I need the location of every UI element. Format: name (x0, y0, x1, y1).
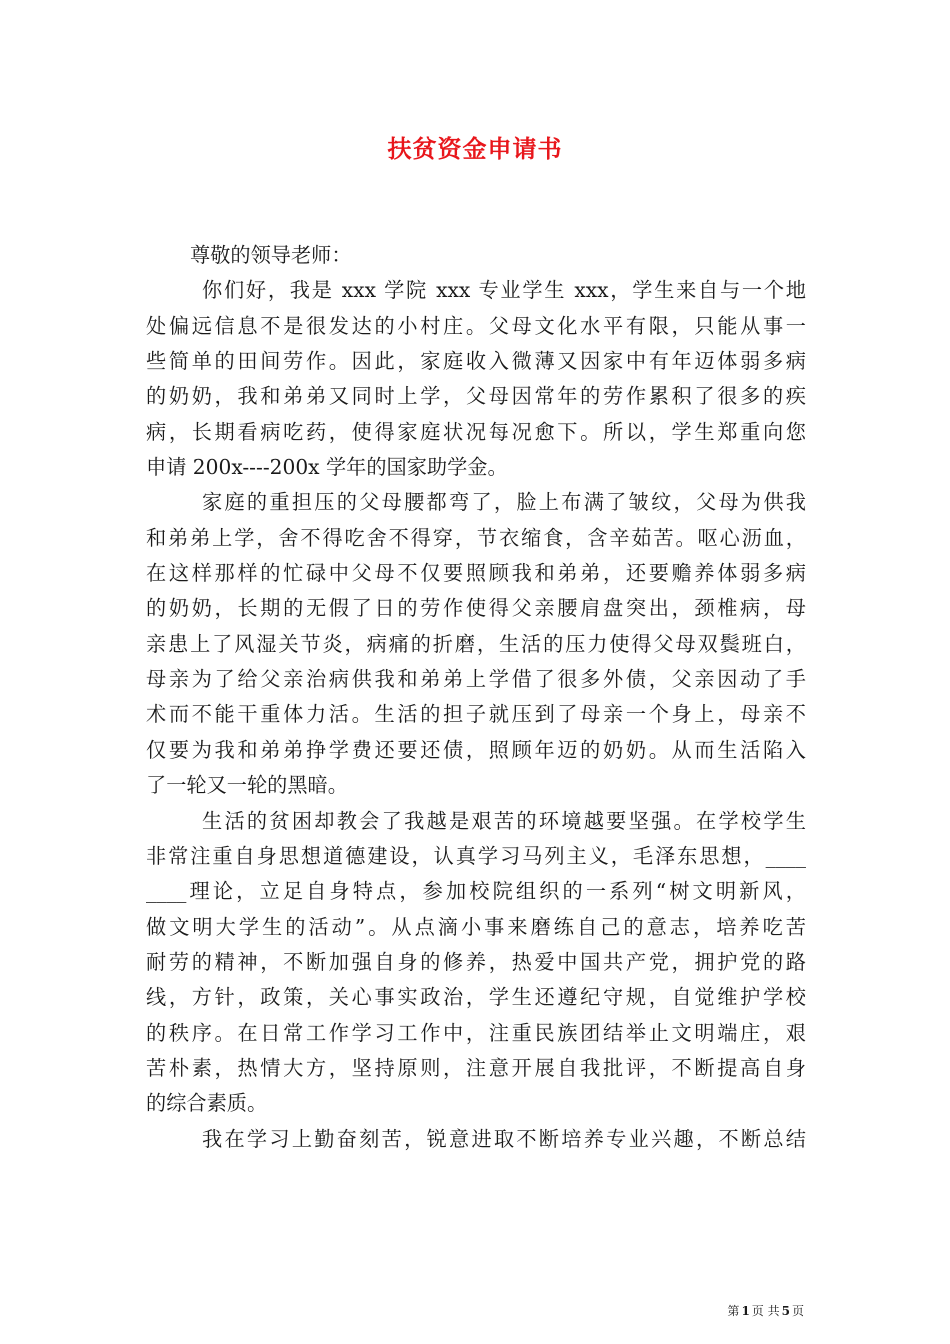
body-line: 做文明大学生的活动”。从点滴小事来磨练自己的意志，培养吃苦 (146, 914, 806, 939)
document-body (146, 238, 806, 1157)
document-title: 扶贫资金申请书 (387, 134, 563, 163)
footer-middle: 页 共 (751, 1304, 780, 1318)
body-line: 的奶奶，长期的无假了日的劳作使得父亲腰肩盘突出，颈椎病，母 (146, 596, 806, 621)
footer-suffix: 页 (791, 1304, 804, 1318)
body-line: 和弟弟上学，舍不得吃舍不得穿，节衣缩食，含辛茹苦。呕心沥血， (146, 525, 806, 550)
body-line: 耐劳的精神，不断加强自身的修养，热爱中国共产党，拥护党的路 (146, 949, 806, 974)
body-line: 病，长期看病吃药，使得家庭状况每况愈下。所以，学生郑重向您 (146, 419, 806, 444)
body-line: 的秩序。在日常工作学习工作中，注重民族团结举止文明端庄，艰 (146, 1020, 806, 1045)
body-line: ____理论，立足自身特点，参加校院组织的一系列“树文明新风， (146, 879, 806, 904)
body-line: 亲患上了风湿关节炎，病痛的折磨，生活的压力使得父母双鬓班白， (146, 631, 806, 656)
body-line: 生活的贫困却教会了我越是艰苦的环境越要坚强。在学校学生 (202, 808, 806, 833)
body-line: 你们好，我是 xxx 学院 xxx 专业学生 xxx，学生来自与一个地 (202, 278, 806, 303)
body-line: 的综合素质。 (146, 1091, 268, 1116)
body-line: 母亲为了给父亲治病供我和弟弟上学借了很多外债，父亲因动了手 (146, 667, 806, 692)
body-line: 仅要为我和弟弟挣学费还要还债，照顾年迈的奶奶。从而生活陷入 (146, 737, 806, 762)
body-line: 了一轮又一轮的黑暗。 (146, 773, 348, 798)
body-line: 家庭的重担压的父母腰都弯了，脸上布满了皱纹，父母为供我 (202, 490, 806, 515)
body-line: 处偏远信息不是很发达的小村庄。父母文化水平有限，只能从事一 (146, 313, 806, 338)
salutation: 尊敬的领导老师： (190, 243, 352, 267)
page-footer (727, 1303, 804, 1319)
total-pages-number: 5 (781, 1304, 790, 1318)
body-line: 申请 200x----200x 学年的国家助学金。 (146, 455, 508, 480)
body-line: 的奶奶，我和弟弟又同时上学，父母因常年的劳作累积了很多的疾 (146, 384, 806, 409)
body-line: 苦朴素，热情大方，坚持原则，注意开展自我批评，不断提高自身 (146, 1055, 806, 1080)
body-line: 线，方针，政策，关心事实政治，学生还遵纪守规，自觉维护学校 (146, 985, 806, 1010)
body-line: 在这样那样的忙碌中父母不仅要照顾我和弟弟，还要赡养体弱多病 (146, 561, 806, 586)
footer-prefix: 第 (727, 1304, 740, 1318)
current-page-number: 1 (741, 1304, 750, 1318)
body-line: 些简单的田间劳作。因此，家庭收入微薄又因家中有年迈体弱多病 (146, 349, 806, 374)
body-line: 我在学习上勤奋刻苦，锐意进取不断培养专业兴趣，不断总结 (202, 1126, 806, 1151)
body-line: 术而不能干重体力活。生活的担子就压到了母亲一个身上，母亲不 (146, 702, 806, 727)
body-line: 非常注重自身思想道德建设，认真学习马列主义，毛泽东思想，____ (146, 843, 806, 868)
